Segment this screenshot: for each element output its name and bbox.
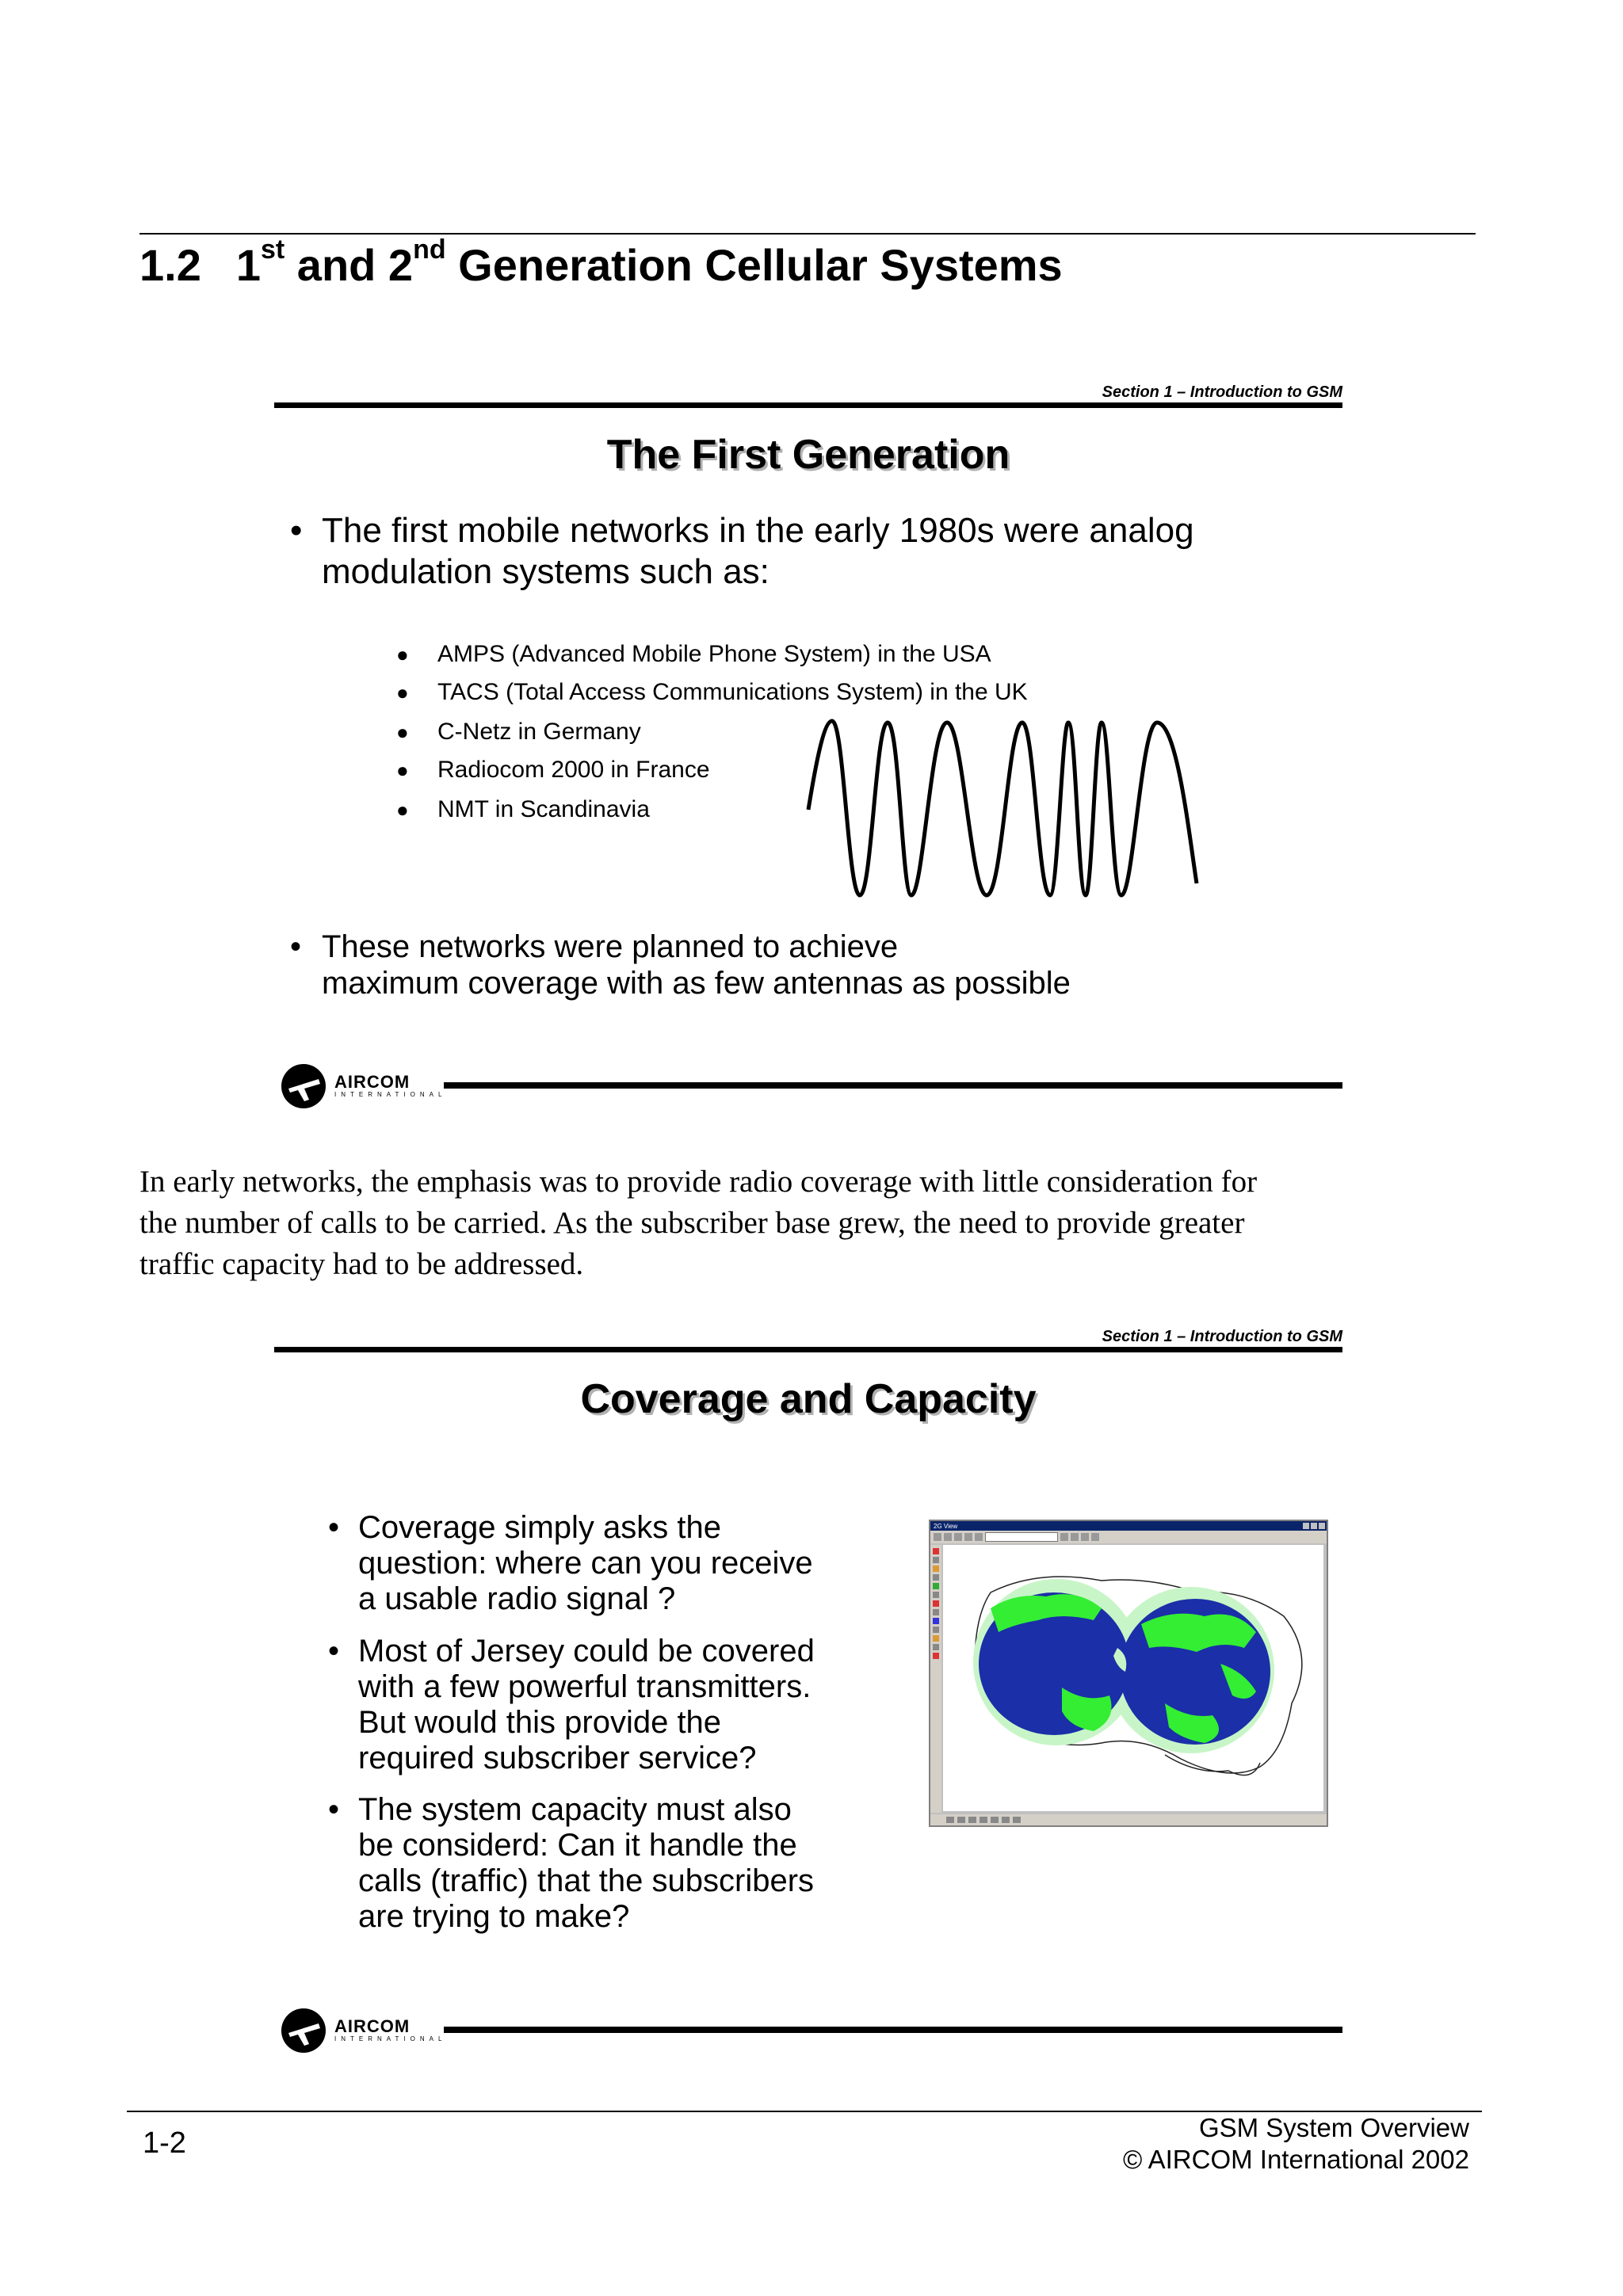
aircom-plane-icon: [281, 2008, 327, 2054]
page-number: 1-2: [143, 2126, 186, 2160]
body-paragraph: In early networks, the emphasis was to provide radio coverage with little consideration for the number of calls to be carried. As the subscriber base grew, the need to provide greater traffic capacity had to be addressed.: [139, 1165, 1258, 1281]
slide1-bullet-1: • The first mobile networks in the early 1980s were analog modulation systems such as:: [290, 511, 1194, 591]
list-item: • The system capacity must also be considerd: Can it handle the calls (traffic) that the subscribers are trying to make?: [328, 1792, 815, 1934]
footer-credit: GSM System Overview © AIRCOM International 2002: [1122, 2113, 1469, 2174]
slide2-bottom-rule: [444, 2027, 1342, 2033]
list-item: ● C-Netz in Germany: [396, 719, 641, 745]
list-item: ● TACS (Total Access Communications System) in the UK: [396, 679, 1028, 705]
slide1-top-rule: [274, 402, 1342, 408]
slide1-section-tag: Section 1 – Introduction to GSM: [1102, 383, 1342, 401]
aircom-logo: AIRCOM INTERNATIONAL: [281, 1063, 446, 1109]
page-heading: 1.2 1st and 2nd Generation Cellular Systems: [139, 235, 1063, 290]
list-item: • Most of Jersey could be covered with a few powerful transmitters. But would this provide the required subscriber service?: [328, 1634, 815, 1775]
list-item: ● NMT in Scandinavia: [396, 796, 650, 822]
header-rule: [139, 233, 1476, 235]
coverage-map-screenshot: [929, 1520, 1328, 1827]
slide1-bullet-2: • These networks were planned to achieve maximum coverage with as few antennas as possible: [290, 929, 1071, 1001]
list-item: ● Radiocom 2000 in France: [396, 757, 710, 783]
slide1-bottom-rule: [444, 1082, 1342, 1089]
aircom-logo: AIRCOM INTERNATIONAL: [281, 2008, 446, 2054]
slide2-section-tag: Section 1 – Introduction to GSM: [1102, 1328, 1342, 1345]
screenshot-toolbar: [930, 1531, 1327, 1543]
screenshot-statusbar: [930, 1814, 1327, 1825]
heading-number: 1.2: [139, 240, 201, 290]
screenshot-side-toolbar: [930, 1545, 941, 1813]
coverage-map-canvas: [943, 1545, 1323, 1811]
slide2-title: Coverage and Capacity: [580, 1376, 1037, 1422]
list-item: • Coverage simply asks the question: where can you receive a usable radio signal ?: [328, 1510, 813, 1616]
analog-waveform-graphic: [800, 713, 1276, 903]
screenshot-titlebar: 2G View: [930, 1521, 1327, 1531]
aircom-plane-icon: [281, 1063, 327, 1109]
list-item: ● AMPS (Advanced Mobile Phone System) in the USA: [396, 641, 991, 667]
slide1-title: The First Generation: [606, 432, 1010, 478]
slide2-top-rule: [274, 1347, 1342, 1352]
